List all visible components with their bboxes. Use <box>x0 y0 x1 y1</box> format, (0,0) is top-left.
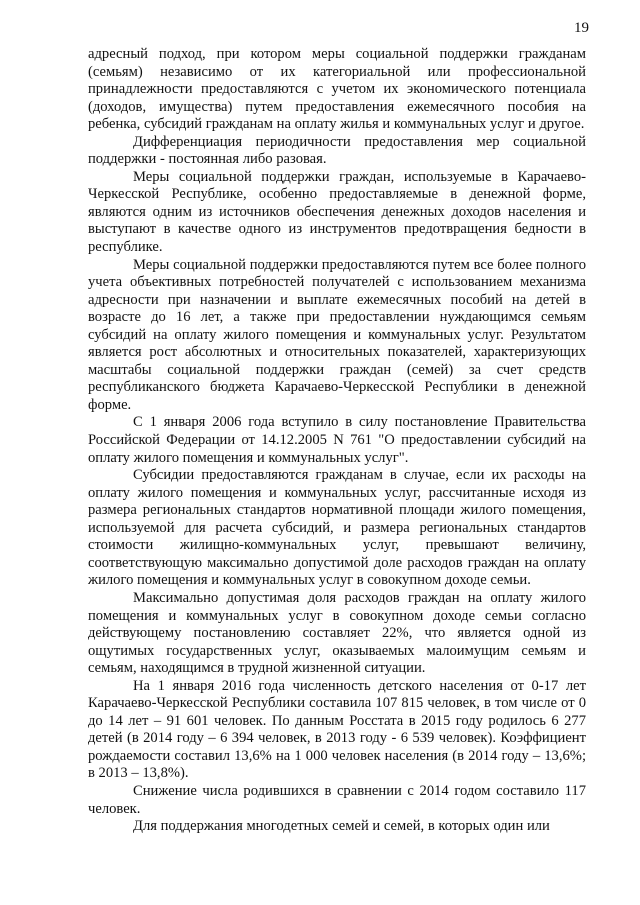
paragraph: Для поддержания многодетных семей и семей, в которых один или <box>133 818 550 835</box>
document-body <box>88 46 586 836</box>
paragraph: Дифференциация периодичности предоставления мер социальной поддержки - постоянная либо разовая. <box>88 133 586 168</box>
paragraph: Снижение числа родившихся в сравнении с 2014 годом составило 117 человек. <box>88 782 586 817</box>
page-number: 19 <box>574 20 589 36</box>
paragraph: Меры социальной поддержки предоставляются путем все более полного учета объективных потребностей получателей с использованием механизма адресности при назначении и выплате ежемесячных пособий на детей в возрасте до 16 лет, а также при предоставлении нуждающимся семьям субсидий на оплату жилого помещения и коммунальных услуг. Результатом является рост абсолютных и относительных показателей, характеризующих масштабы социальной поддержки граждан (семей) за счет средств республиканского бюджета Карачаево-Черкесской Республики в денежной форме. <box>88 256 586 413</box>
paragraph-continued: адресный подход, при котором меры социальной поддержки гражданам (семьям) независимо от их категориальной или профессиональной принадлежности предоставляются с учетом их экономического потенциала (доходов, имущества) путем предоставления ежемесячного пособия на ребенка, субсидий гражданам на оплату жилья и коммунальных услуг и другое. <box>88 46 586 133</box>
paragraph: С 1 января 2006 года вступило в силу постановление Правительства Российской Федерации от 14.12.2005 N 761 "О предоставлении субсидий на оплату жилого помещения и коммунальных услуг". <box>88 414 586 466</box>
paragraph: Субсидии предоставляются гражданам в случае, если их расходы на оплату жилого помещения и коммунальных услуг, рассчитанные исходя из размера региональных стандартов нормативной площади жилого помещения, используемой для расчета субсидий, и размера региональных стандартов стоимости жилищно-коммунальных услуг, превышают величину, соответствующую максимально допустимой доле расходов граждан на оплату жилого помещения и коммунальных услуг в совокупном доходе семьи. <box>88 467 586 589</box>
paragraph: Меры социальной поддержки граждан, используемые в Карачаево-Черкесской Республике, особенно предоставляемые в денежной форме, являются одним из источников обеспечения денежных доходов населения и выступают в качестве одного из инструментов предотвращения бедности в республике. <box>88 168 586 256</box>
paragraph: Максимально допустимая доля расходов граждан на оплату жилого помещения и коммунальных услуг в совокупном доходе семьи согласно действующему постановлению составляет 22%, что является одной из ощутимых государственных услуг, оказываемых малоимущим семьям и семьям, находящимся в трудной жизненной ситуации. <box>88 589 586 677</box>
paragraph: На 1 января 2016 года численность детского населения от 0-17 лет Карачаево-Черкесской Республики составила 107 815 человек, в том числе от 0 до 14 лет – 91 601 человек. По данным Росстата в 2015 году родилось 6 277 детей (в 2014 году – 6 394 человек, в 2013 году - 6 539 человек). Коэффициент рождаемости составил 13,6% на 1 000 человек населения (в 2014 году – 13,6%; в 2013 – 13,8%). <box>88 677 586 782</box>
